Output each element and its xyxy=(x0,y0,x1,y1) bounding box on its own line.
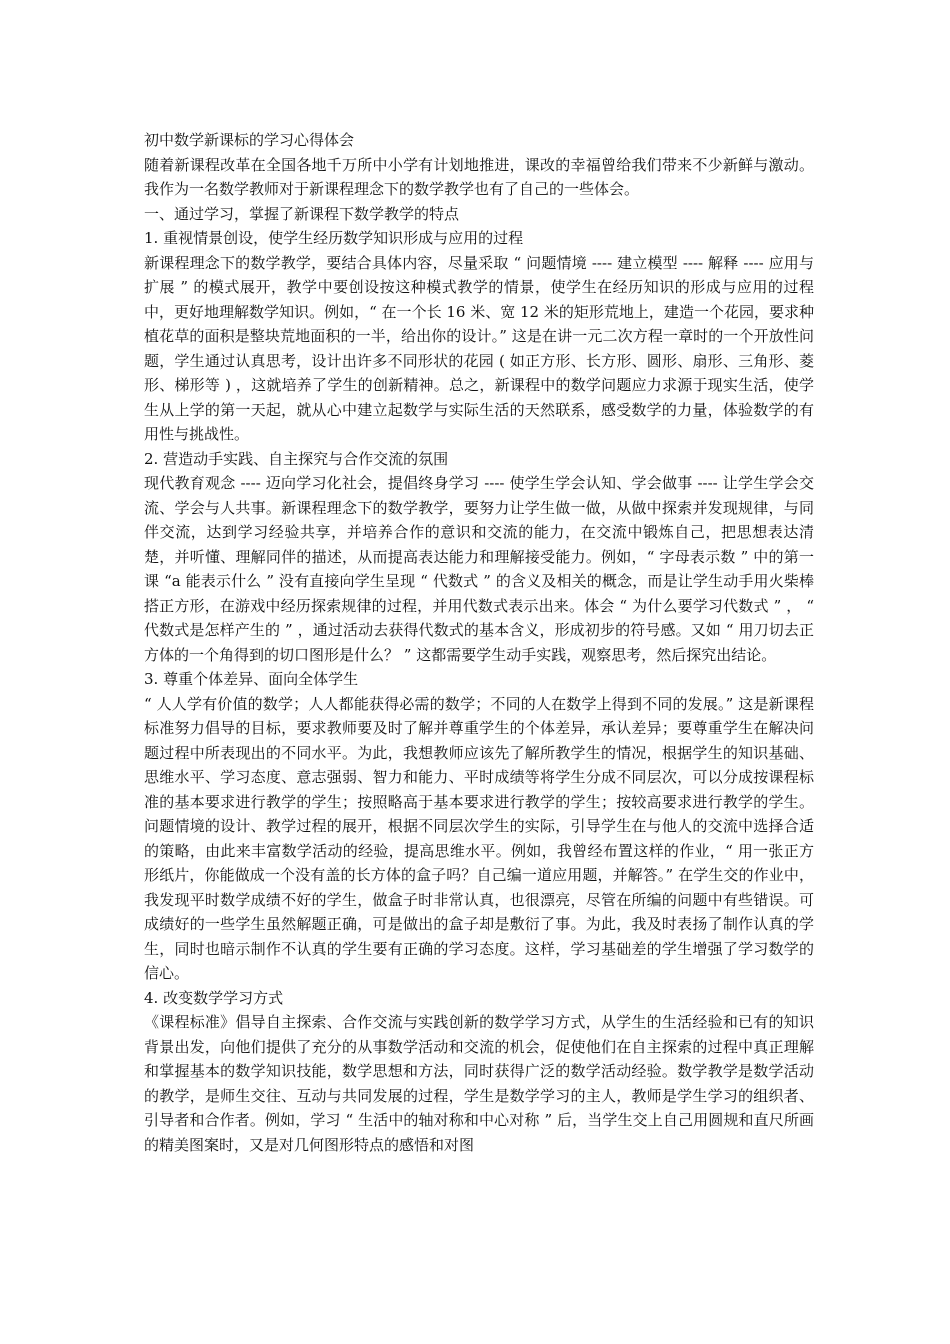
point-1-heading: 1. 重视情景创设，使学生经历数学知识形成与应用的过程 xyxy=(144,229,524,247)
point-4-heading: 4. 改变数学学习方式 xyxy=(144,988,284,1007)
point-3-paragraph: “ 人人学有价值的数学；人人都能获得必需的数学；不同的人在数学上得到不同的发展。” 这是新课程标准努力倡导的目标，要求教师要及时了解并尊重学生的个体差异，承认差异；要尊重学生在解决问题过程中所表现出的不同水平。为此，我想教师应该先了解所教学生的情况，根据学生的知识基础、思维水平、学习态度、意志强弱、智力和能力、平时成绩等将学生分成不同层次，可以分成按课程标准的基本要求进行教学的学生；按照略高于基本要求进行教学的学生；按较高要求进行教学的学生。问题情境的设计、教学过程的展开，根据不同层次学生的实际，引导学生在与他人的交流中选择合适的策略，由此来丰富数学活动的经验，提高思维水平。例如，我曾经布置这样的作业，“ 用一张正方形纸片，你能做成一个没有盖的长方体的盒子吗？自己编一道应用题，并解答。” 在学生交的作业中，我发现平时数学成绩不好的学生，做盒子时非常认真，也很漂亮，尽管在所编的问题中有些错误。可成绩好的一些学生虽然解题正确，可是做出的盒子却是敷衍了事。为此，我及时表扬了制作认真的学生，同时也暗示制作不认真的学生要有正确的学习态度。这样，学习基础差的学生增强了学习数学的信心。 xyxy=(144,694,814,982)
point-1-paragraph: 新课程理念下的数学教学，要结合具体内容，尽量采取 “ 问题情境 ---- 建立模型 ---- 解释 ---- 应用与扩展 ” 的模式展开，教学中要创设按这种模式教学的情景，使学生在经历知识的形成与应用的过程中，更好地理解数学知识。例如，“ 在一个长 16 米、宽 12 米的矩形荒地上，建造一个花园，要求种植花草的面积是整块荒地面积的一半，给出你的设计。” 这是在讲一元二次方程一章时的一个开放性问题，学生通过认真思考，设计出许多不同形状的花园 ( 如正方形、长方形、圆形、扇形、三角形、菱形、梯形等 ) ，这就培养了学生的创新精神。总之，新课程中的数学问题应力求源于现实生活，使学生从上学的第一天起，就从心中建立起数学与实际生活的天然联系，感受数学的力量，体验数学的有用性与挑战性。 xyxy=(144,253,814,443)
document-body xyxy=(144,128,814,1157)
point-4-paragraph: 《课程标准》倡导自主探索、合作交流与实践创新的数学学习方式，从学生的生活经验和已有的知识背景出发，向他们提供了充分的从事数学活动和交流的机会，促使他们在自主探索的过程中真正理解和掌握基本的数学知识技能，数学思想和方法，同时获得广泛的数学活动经验。数学教学是数学活动的教学，是师生交往、互动与共同发展的过程，学生是数学学习的主人，教师是学生学习的组织者、引导者和合作者。例如，学习 “ 生活中的轴对称和中心对称 ” 后，当学生交上自己用圆规和直尺所画的精美图案时，又是对几何图形特点的感悟和对图 xyxy=(144,1013,814,1154)
point-3-heading: 3. 尊重个体差异、面向全体学生 xyxy=(144,670,359,688)
section-1-heading: 一、通过学习，掌握了新课程下数学教学的特点 xyxy=(144,204,460,223)
document-title: 初中数学新课标的学习心得体会 xyxy=(144,131,355,149)
point-2-heading: 2. 营造动手实践、自主探究与合作交流的氛围 xyxy=(144,449,449,468)
intro-paragraph: 随着新课程改革在全国各地千万所中小学有计划地推进，课改的幸福曾给我们带来不少新鲜与激动。我作为一名数学教师对于新课程理念下的数学教学也有了自己的一些体会。 xyxy=(144,155,814,198)
point-2-paragraph: 现代教育观念 ---- 迈向学习化社会，提倡终身学习 ---- 使学生学会认知、学会做事 ---- 让学生学会交流、学会与人共事。新课程理念下的数学教学，要努力让学生做一做，从做中探索并发现规律，与同伴交流，达到学习经验共享，并培养合作的意识和交流的能力，在交流中锻炼自己，把思想表达清楚，并听懂、理解同伴的描述，从而提高表达能力和理解接受能力。例如，“ 字母表示数 ” 中的第一课 “a 能表示什么 ” 没有直接向学生呈现 “ 代数式 ” 的含义及相关的概念，而是让学生动手用火柴棒搭正方形，在游戏中经历探索规律的过程，并用代数式表示出来。体会 “ 为什么要学习代数式 ” ， “ 代数式是怎样产生的 ” ，通过活动去获得代数式的基本含义，形成初步的符号感。又如 “ 用刀切去正方体的一个角得到的切口图形是什么？ ” 这都需要学生动手实践，观察思考，然后探究出结论。 xyxy=(144,474,814,664)
